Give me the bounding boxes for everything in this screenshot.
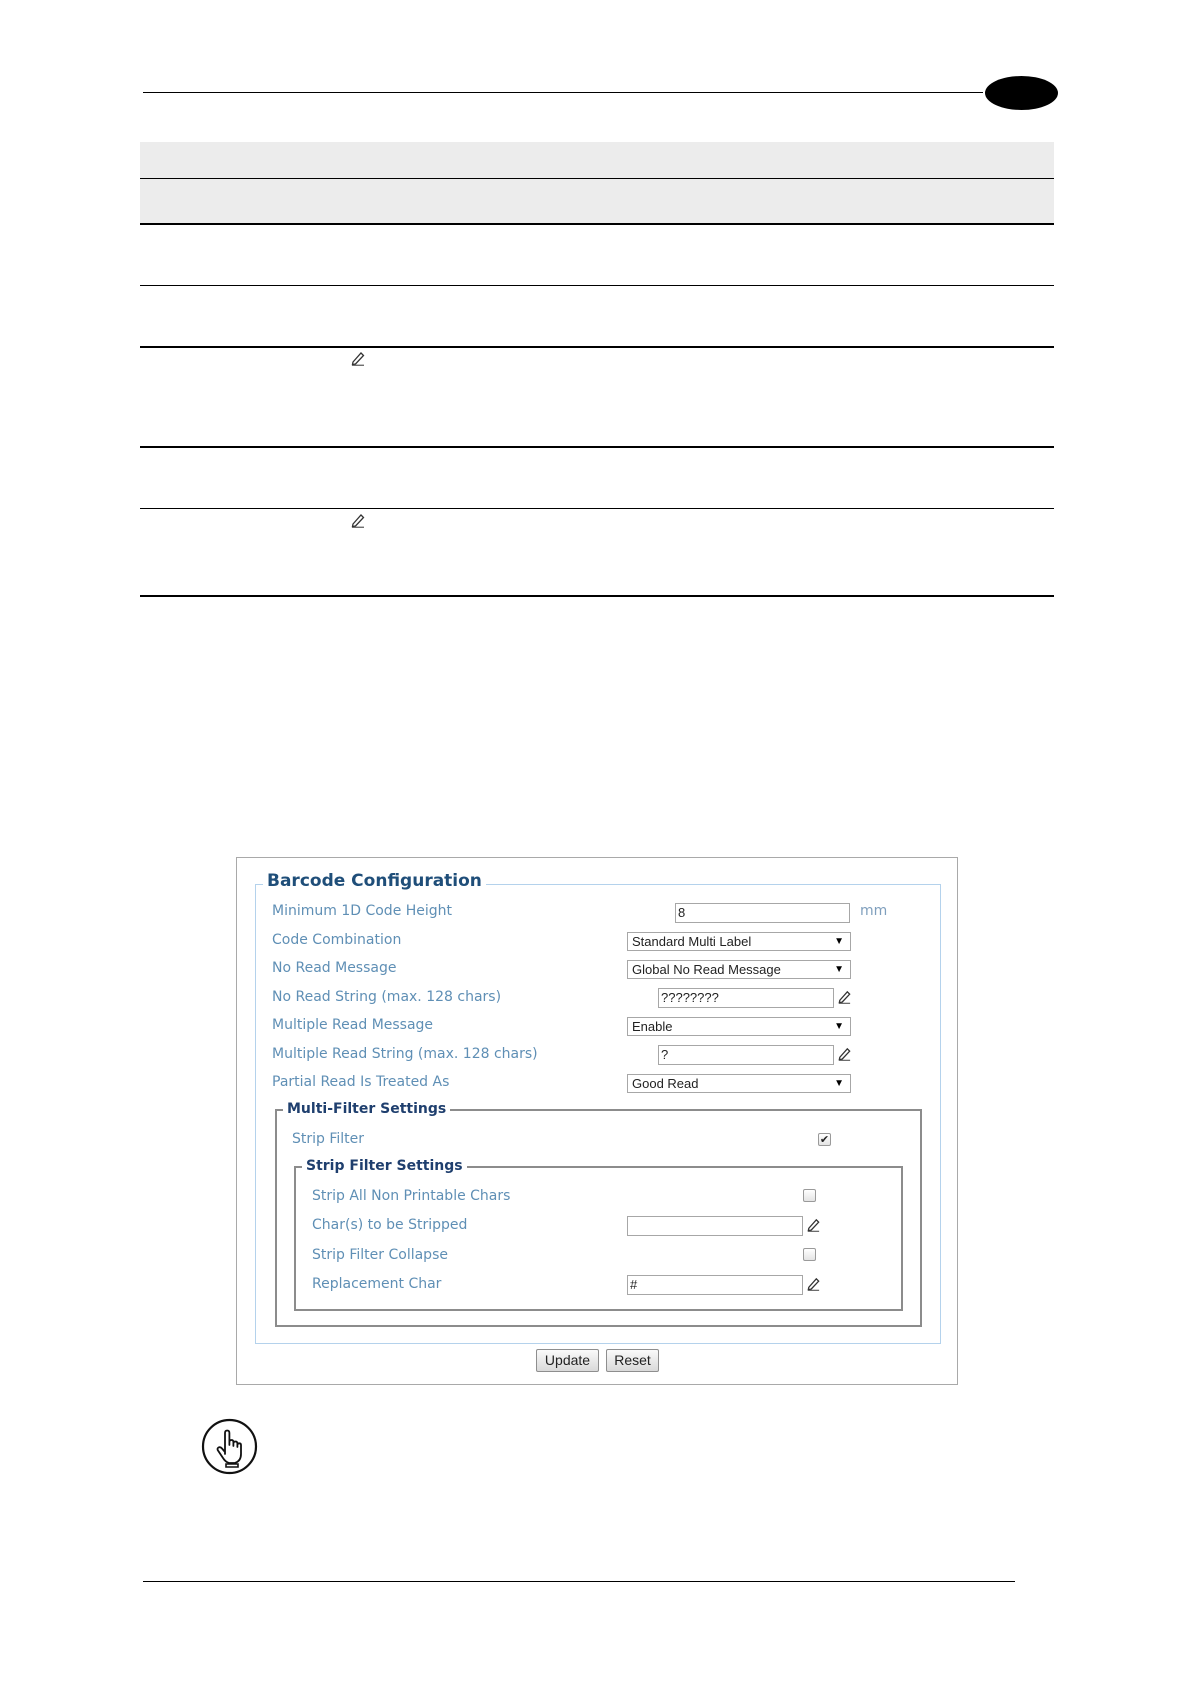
table-header-band bbox=[140, 179, 1054, 223]
replacement-char-label: Replacement Char bbox=[312, 1276, 442, 1292]
code-combination-select[interactable] bbox=[627, 932, 851, 951]
code-combination-value: Standard Multi Label bbox=[632, 934, 752, 949]
pencil-icon[interactable] bbox=[806, 1217, 821, 1232]
chapter-tab bbox=[985, 76, 1058, 110]
pencil-icon[interactable] bbox=[806, 1276, 821, 1291]
no-read-string-input[interactable]: ???????? bbox=[658, 988, 834, 1008]
strip-all-non-printable-checkbox[interactable] bbox=[803, 1189, 816, 1202]
no-read-message-select[interactable] bbox=[627, 960, 851, 979]
table-header-band bbox=[140, 142, 1054, 178]
header-rule bbox=[143, 92, 983, 93]
chars-to-strip-label: Char(s) to be Stripped bbox=[312, 1217, 468, 1233]
pencil-icon bbox=[350, 350, 366, 366]
table-rule bbox=[140, 595, 1054, 597]
select-arrow-icon: ▼ bbox=[834, 936, 844, 947]
strip-filter-collapse-checkbox[interactable] bbox=[803, 1248, 816, 1261]
select-arrow-icon: ▼ bbox=[834, 964, 844, 975]
pencil-icon[interactable] bbox=[837, 989, 852, 1004]
min-code-height-input[interactable]: 8 bbox=[675, 903, 850, 923]
select-arrow-icon: ▼ bbox=[834, 1021, 844, 1032]
select-arrow-icon: ▼ bbox=[834, 1078, 844, 1089]
min-code-height-label: Minimum 1D Code Height bbox=[272, 903, 453, 919]
partial-read-select[interactable] bbox=[627, 1074, 851, 1093]
footer-rule bbox=[143, 1581, 1015, 1582]
pencil-icon bbox=[350, 512, 366, 528]
replacement-char-input[interactable]: # bbox=[627, 1275, 803, 1295]
partial-read-value: Good Read bbox=[632, 1076, 699, 1091]
min-code-height-unit: mm bbox=[860, 903, 888, 919]
no-read-message-value: Global No Read Message bbox=[632, 962, 781, 977]
partial-read-label: Partial Read Is Treated As bbox=[272, 1074, 450, 1090]
multiple-read-string-label: Multiple Read String (max. 128 chars) bbox=[272, 1046, 538, 1062]
strip-filter-collapse-label: Strip Filter Collapse bbox=[312, 1247, 448, 1263]
multiple-read-string-input[interactable]: ? bbox=[658, 1045, 834, 1065]
table-rule bbox=[140, 285, 1054, 286]
strip-all-non-printable-label: Strip All Non Printable Chars bbox=[312, 1188, 511, 1204]
pointing-hand-icon bbox=[201, 1418, 258, 1475]
multi-filter-title: Multi-Filter Settings bbox=[283, 1101, 450, 1117]
no-read-message-label: No Read Message bbox=[272, 960, 397, 976]
multiple-read-message-label: Multiple Read Message bbox=[272, 1017, 434, 1033]
no-read-string-label: No Read String (max. 128 chars) bbox=[272, 989, 502, 1005]
strip-filter-checkbox[interactable]: ✔ bbox=[819, 1133, 830, 1146]
barcode-config-title: Barcode Configuration bbox=[263, 871, 486, 891]
strip-filter-label: Strip Filter bbox=[292, 1131, 365, 1147]
table-rule bbox=[140, 346, 1054, 348]
reset-button[interactable]: Reset bbox=[606, 1349, 659, 1372]
table-rule bbox=[140, 446, 1054, 448]
code-combination-label: Code Combination bbox=[272, 932, 402, 948]
table-rule bbox=[140, 508, 1054, 509]
multiple-read-message-value: Enable bbox=[632, 1019, 673, 1034]
multiple-read-message-select[interactable] bbox=[627, 1017, 851, 1036]
update-button[interactable]: Update bbox=[536, 1349, 599, 1372]
strip-filter-settings-title: Strip Filter Settings bbox=[302, 1158, 467, 1174]
pencil-icon[interactable] bbox=[837, 1046, 852, 1061]
chars-to-strip-input[interactable] bbox=[627, 1216, 803, 1236]
table-rule bbox=[140, 223, 1054, 225]
